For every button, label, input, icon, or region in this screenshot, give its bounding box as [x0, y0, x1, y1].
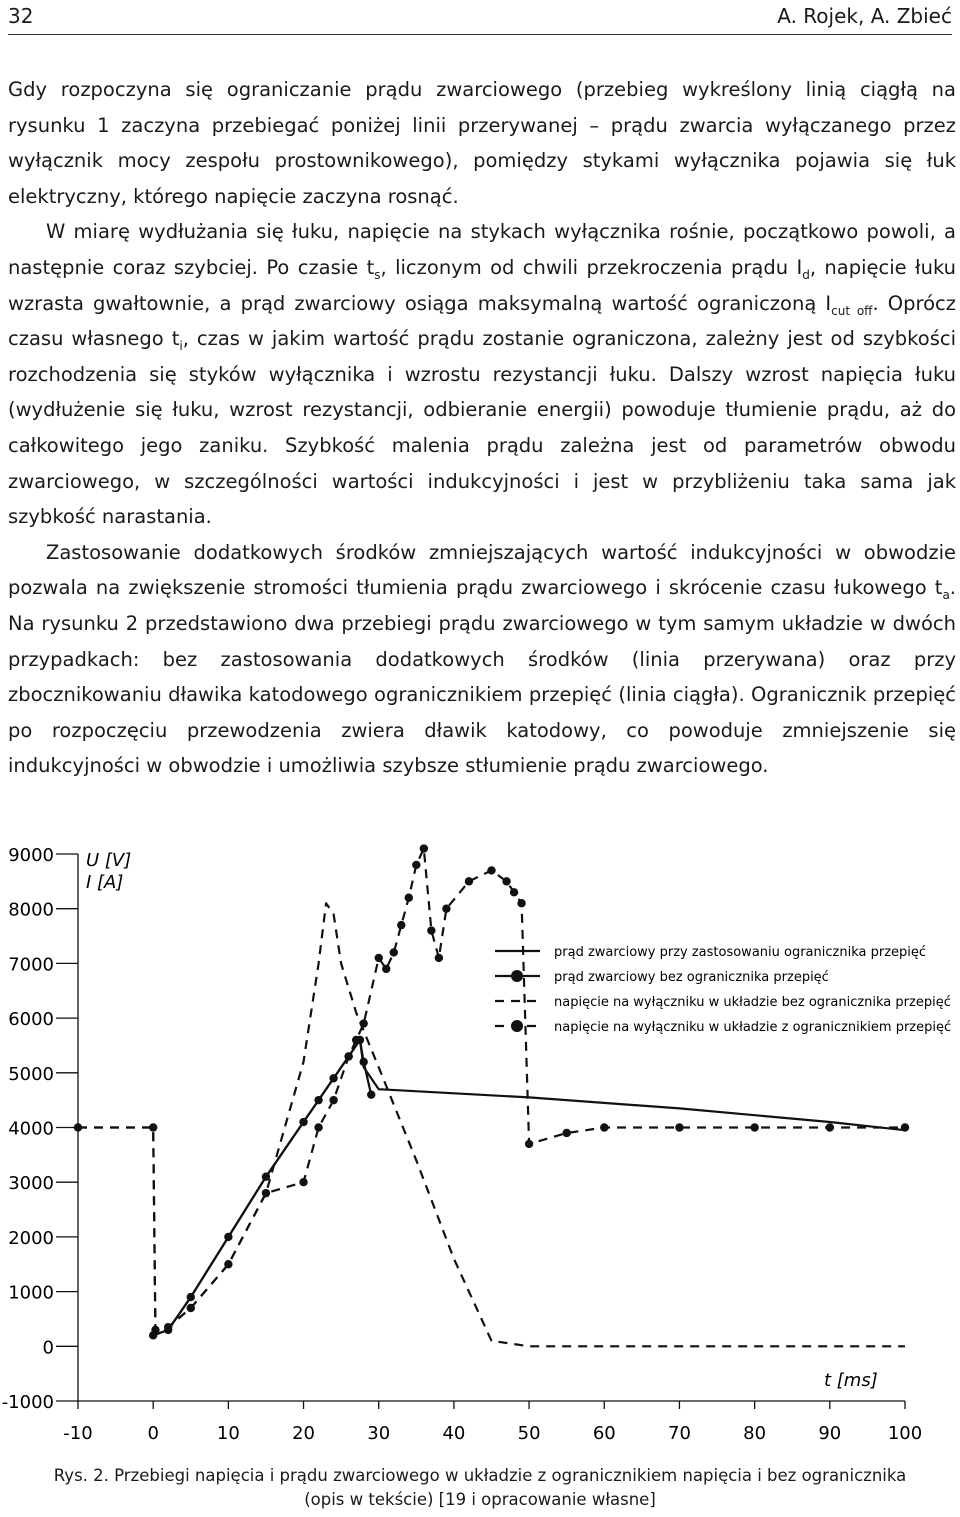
y-tick-label: 4000: [8, 1118, 54, 1140]
x-tick-label: 60: [592, 1423, 616, 1444]
x-tick-label: 100: [887, 1423, 923, 1444]
legend-marker-2: [511, 970, 523, 982]
series-point-4: [151, 1326, 159, 1334]
x-tick-label: 0: [147, 1423, 159, 1444]
page-header: [8, 4, 952, 35]
x-tick-label: 10: [216, 1423, 240, 1444]
running-authors: A. Rojek, A. Zbieć: [777, 4, 952, 28]
series-point-4: [525, 1140, 533, 1148]
subscript-a: a: [942, 588, 950, 603]
series-line-2: [153, 1040, 371, 1335]
y-axis-label-i: I [A]: [86, 872, 124, 893]
series-point-4: [262, 1189, 270, 1197]
x-tick-label: 80: [743, 1423, 767, 1444]
legend-label-1: prąd zwarciowy przy zastosowaniu ogranicznika przepięć: [554, 945, 927, 960]
paragraph-3-part-b: . Na rysunku 2 przedstawiono dwa przebiegi prądu zwarciowego w tym samym układzie w dwóch przypadkach: bez zastosowania dodatkowych środków (linia przerywana) oraz przy zbocznikowaniu dławika katodowego ogranicznikiem przepięć (linia ciągła). Ogranicznik przepięć po rozpoczęciu przewodzenia zwiera dławik katodowy, co powoduje zmniejszenie się indukcyjności w obwodzie i umożliwia szybsze stłumienie prądu zwarciowego.: [8, 576, 956, 778]
paragraph-2: [8, 214, 956, 534]
series-point-4: [314, 1123, 322, 1131]
paragraph-2-part-c: , napięcie łuku wzrasta gwałtownie, a prąd zwarciowy osiąga maksymalną wartość ograniczoną I: [8, 255, 956, 315]
paragraph-2-part-a: W miarę wydłużania się łuku, napięcie na stykach wyłącznika rośnie, początkowo powoli, a następnie coraz szybciej. Po czasie t: [8, 220, 956, 279]
series-point-2: [224, 1233, 232, 1241]
series-point-4: [510, 888, 518, 896]
series-point-4: [675, 1123, 683, 1131]
x-tick-label: 20: [292, 1423, 315, 1444]
y-tick-label: 0: [42, 1337, 54, 1359]
y-tick-label: 8000: [8, 899, 54, 921]
y-axis-label-u: U [V]: [86, 850, 132, 871]
series-point-4: [826, 1123, 834, 1131]
figure-2: [0, 836, 960, 1466]
series-point-4: [750, 1123, 758, 1131]
series-point-4: [502, 877, 510, 885]
series-line-1: [153, 1040, 905, 1335]
series-point-4: [405, 894, 413, 902]
series-point-4: [600, 1123, 608, 1131]
series-point-2: [329, 1074, 337, 1082]
series-point-2: [314, 1096, 322, 1104]
x-tick-label: 70: [668, 1423, 691, 1444]
series-point-4: [74, 1123, 82, 1131]
series-point-2: [359, 1058, 367, 1066]
series-point-4: [352, 1036, 360, 1044]
figure-caption: [0, 1464, 960, 1512]
series-point-4: [375, 954, 383, 962]
series-point-4: [435, 954, 443, 962]
paragraph-3: [8, 535, 956, 784]
paragraph-2-part-b: , liczonym od chwili przekroczenia prądu I: [380, 255, 803, 279]
series-point-4: [382, 965, 390, 973]
legend-label-2: prąd zwarciowy bez ogranicznika przepięć: [554, 970, 829, 985]
subscript-s: s: [374, 267, 381, 282]
series-point-4: [299, 1178, 307, 1186]
legend-label-4: napięcie na wyłączniku w układzie z ogranicznikiem przepięć: [554, 1020, 952, 1035]
y-tick-label: 9000: [8, 845, 54, 866]
series-point-4: [465, 877, 473, 885]
y-tick-label: -1000: [1, 1392, 54, 1413]
paragraph-1: Gdy rozpoczyna się ograniczanie prądu zwarciowego (przebieg wykreślony linią ciągłą na rysunku 1 zaczyna przebiegać poniżej linii przerywanej – prądu zwarcia wyłączanego przez wyłącznik mocy zespołu prostownikowego), pomiędzy stykami wyłącznika pojawia się łuk elektryczny, którego napięcie zaczyna rosnąć.: [8, 78, 956, 208]
series-point-4: [329, 1096, 337, 1104]
x-tick-label: 50: [517, 1423, 541, 1444]
y-tick-label: 1000: [8, 1282, 54, 1304]
article-body: [8, 72, 956, 784]
series-line-4: [78, 849, 905, 1330]
series-point-4: [224, 1260, 232, 1268]
series-point-2: [187, 1293, 195, 1301]
page-number: 32: [8, 4, 34, 28]
series-point-4: [412, 861, 420, 869]
subscript-i: i: [179, 339, 183, 354]
paragraph-2-part-d: . Oprócz czasu własnego t: [8, 291, 956, 351]
x-tick-label: 40: [442, 1423, 466, 1444]
legend-marker-4: [511, 1020, 523, 1032]
subscript-d: d: [802, 267, 810, 282]
series-point-2: [367, 1090, 375, 1098]
paragraph-2-part-e: , czas w jakim wartość prądu zostanie ograniczona, zależny jest od szybkości rozchodzenia się styków wyłącznika i wzrostu rezystancji łuku. Dalszy wzrost napięcia łuku (wydłużenie się łuku, wzrost rezystancji, odbieranie energii) powoduje tłumienie prądu, aż do całkowitego jego zaniku. Szybkość malenia prądu zależna jest od parametrów obwodu zwarciowego, w szczególności wartości indukcyjności i jest w przybliżeniu taka sama jak szybkość narastania.: [8, 327, 956, 529]
y-tick-label: 3000: [8, 1173, 54, 1195]
x-tick-label: 30: [367, 1423, 391, 1444]
series-point-4: [901, 1123, 909, 1131]
y-tick-label: 2000: [8, 1227, 54, 1249]
series-point-4: [562, 1129, 570, 1137]
legend-label-3: napięcie na wyłączniku w układzie bez ogranicznika przepięć: [554, 995, 951, 1010]
subscript-cut-off: cut off: [831, 303, 873, 318]
series-point-4: [390, 948, 398, 956]
y-tick-label: 6000: [8, 1009, 54, 1031]
series-point-4: [359, 1019, 367, 1027]
x-tick-label: -10: [63, 1423, 93, 1444]
series-point-4: [187, 1304, 195, 1312]
series-point-2: [299, 1118, 307, 1126]
x-axis-label: t [ms]: [824, 1370, 878, 1391]
voltage-current-chart: [0, 836, 960, 1466]
paragraph-3-part-a: Zastosowanie dodatkowych środków zmniejszających wartość indukcyjności w obwodzie pozwala na zwiększenie stromości tłumienia prądu zwarciowego i skrócenie czasu łukowego t: [8, 540, 956, 600]
series-point-4: [149, 1123, 157, 1131]
series-point-4: [420, 844, 428, 852]
x-tick-label: 90: [818, 1423, 842, 1444]
y-tick-label: 5000: [8, 1063, 54, 1085]
series-point-4: [427, 926, 435, 934]
caption-line-1: Rys. 2. Przebiegi napięcia i prądu zwarciowego w układzie z ogranicznikiem napięcia i bez ogranicznika: [53, 1466, 907, 1485]
y-tick-label: 7000: [8, 954, 54, 976]
series-point-4: [164, 1323, 172, 1331]
series-point-4: [517, 899, 525, 907]
caption-line-2: (opis w tekście) [19 i opracowanie własne]: [304, 1490, 656, 1509]
series-point-4: [442, 905, 450, 913]
series-point-4: [344, 1052, 352, 1060]
series-point-4: [397, 921, 405, 929]
series-point-4: [487, 866, 495, 874]
